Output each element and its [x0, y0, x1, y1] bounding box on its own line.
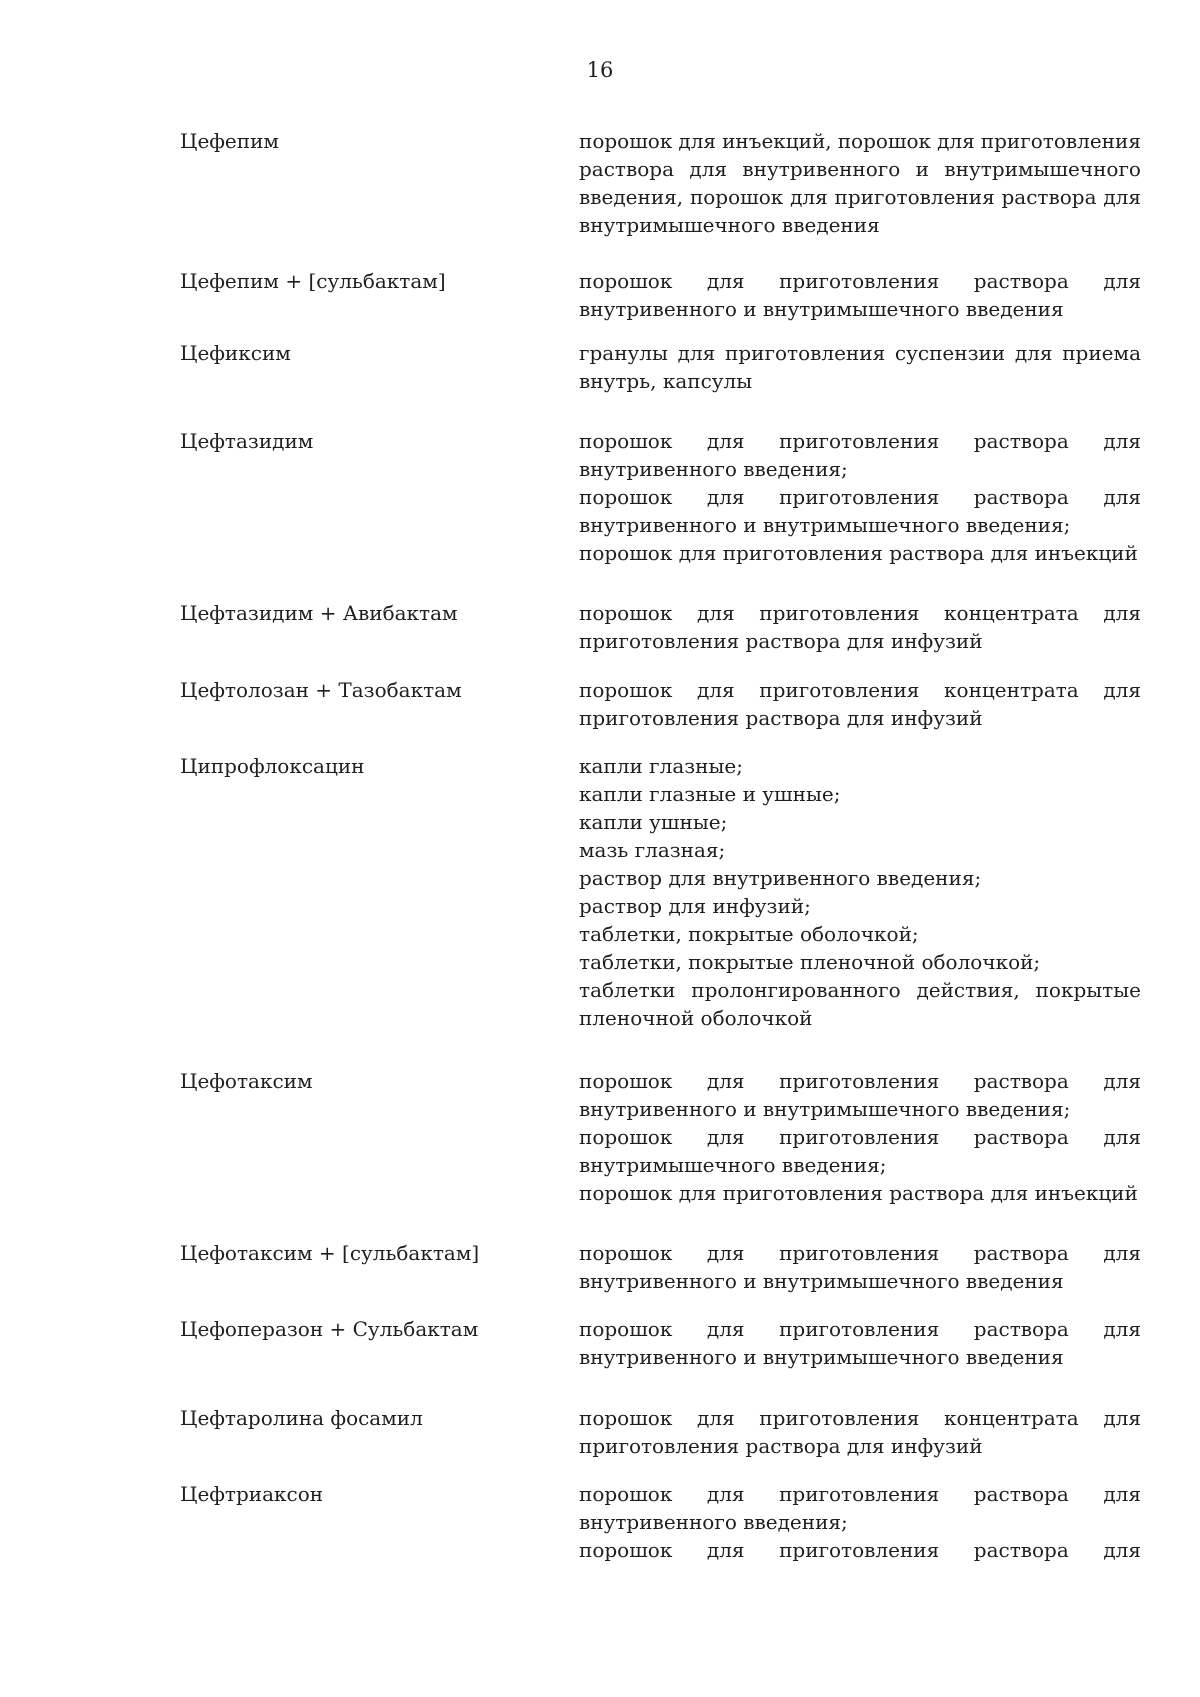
- dosage-forms: [579, 599, 1141, 655]
- dosage-form-line: внутримышечного введения;: [579, 1153, 887, 1177]
- dosage-forms: [579, 1315, 1141, 1371]
- drug-name: Цефепим: [180, 129, 279, 153]
- dosage-form-line: приготовления раствора для инфузий: [579, 1434, 983, 1458]
- dosage-form-line: внутривенного введения;: [579, 1510, 848, 1534]
- dosage-form-line: порошок для приготовления раствора для: [579, 1241, 1141, 1265]
- dosage-forms: [579, 1404, 1141, 1460]
- dosage-form-line: внутривенного и внутримышечного введения;: [579, 1097, 1071, 1121]
- dosage-form-line: внутривенного и внутримышечного введения;: [579, 513, 1071, 537]
- dosage-form-line: приготовления раствора для инфузий: [579, 629, 983, 653]
- dosage-form-line: раствор для внутривенного введения;: [579, 866, 982, 890]
- dosage-forms: [579, 752, 1141, 1032]
- dosage-form-line: раствора для внутривенного и внутримышечного: [579, 157, 1141, 181]
- page-number: 16: [586, 58, 614, 82]
- dosage-form-line: капли глазные;: [579, 754, 743, 778]
- drug-name: Цефтазидим + Авибактам: [180, 601, 458, 625]
- drug-name: Цефотаксим: [180, 1069, 313, 1093]
- drug-name: Ципрофлоксацин: [180, 754, 365, 778]
- drug-name: Цефепим + [сульбактам]: [180, 269, 446, 293]
- dosage-form-line: введения, порошок для приготовления раствора для: [579, 185, 1141, 209]
- dosage-form-line: внутривенного и внутримышечного введения: [579, 297, 1064, 321]
- dosage-forms: [579, 427, 1141, 567]
- dosage-form-line: раствор для инфузий;: [579, 894, 811, 918]
- dosage-form-line: порошок для приготовления концентрата для: [579, 678, 1141, 702]
- dosage-form-line: внутривенного и внутримышечного введения: [579, 1269, 1064, 1293]
- dosage-form-line: порошок для приготовления раствора для: [579, 269, 1141, 293]
- dosage-forms: [579, 676, 1141, 732]
- drug-name: Цефотаксим + [сульбактам]: [180, 1241, 480, 1265]
- dosage-form-line: таблетки, покрытые пленочной оболочкой;: [579, 950, 1041, 974]
- dosage-forms: [579, 1239, 1141, 1295]
- dosage-form-line: гранулы для приготовления суспензии для приема: [579, 341, 1141, 365]
- drug-name: Цефтаролина фосамил: [180, 1406, 423, 1430]
- dosage-forms: [579, 1480, 1141, 1564]
- dosage-forms: [579, 267, 1141, 323]
- dosage-form-line: порошок для приготовления раствора для инъекций: [579, 541, 1138, 565]
- dosage-forms: [579, 339, 1141, 395]
- dosage-form-line: пленочной оболочкой: [579, 1006, 813, 1030]
- dosage-form-line: внутривенного введения;: [579, 457, 848, 481]
- dosage-form-line: порошок для приготовления раствора для: [579, 1125, 1141, 1149]
- dosage-form-line: порошок для приготовления раствора для: [579, 485, 1141, 509]
- dosage-form-line: капли ушные;: [579, 810, 728, 834]
- drug-name: Цефтриаксон: [180, 1482, 324, 1506]
- dosage-form-line: порошок для приготовления раствора для: [579, 1317, 1141, 1341]
- drug-name: Цефтазидим: [180, 429, 314, 453]
- dosage-form-line: внутривенного и внутримышечного введения: [579, 1345, 1064, 1369]
- drug-name: Цефтолозан + Тазобактам: [180, 678, 462, 702]
- dosage-form-line: мазь глазная;: [579, 838, 726, 862]
- dosage-forms: [579, 127, 1141, 239]
- dosage-forms: [579, 1067, 1141, 1207]
- dosage-form-line: порошок для приготовления раствора для: [579, 1069, 1141, 1093]
- drug-name: Цефиксим: [180, 341, 291, 365]
- dosage-form-line: таблетки пролонгированного действия, покрытые: [579, 978, 1141, 1002]
- drug-name: Цефоперазон + Сульбактам: [180, 1317, 479, 1341]
- dosage-form-line: порошок для приготовления концентрата для: [579, 601, 1141, 625]
- dosage-form-line: порошок для приготовления раствора для: [579, 429, 1141, 453]
- dosage-form-line: внутрь, капсулы: [579, 369, 753, 393]
- dosage-form-line: капли глазные и ушные;: [579, 782, 841, 806]
- dosage-form-line: приготовления раствора для инфузий: [579, 706, 983, 730]
- dosage-form-line: порошок для приготовления концентрата для: [579, 1406, 1141, 1430]
- dosage-form-line: порошок для инъекций, порошок для приготовления: [579, 129, 1141, 153]
- dosage-form-line: таблетки, покрытые оболочкой;: [579, 922, 919, 946]
- dosage-form-line: внутримышечного введения: [579, 213, 880, 237]
- dosage-form-line: порошок для приготовления раствора для: [579, 1538, 1141, 1562]
- dosage-form-line: порошок для приготовления раствора для: [579, 1482, 1141, 1506]
- dosage-form-line: порошок для приготовления раствора для инъекций: [579, 1181, 1138, 1205]
